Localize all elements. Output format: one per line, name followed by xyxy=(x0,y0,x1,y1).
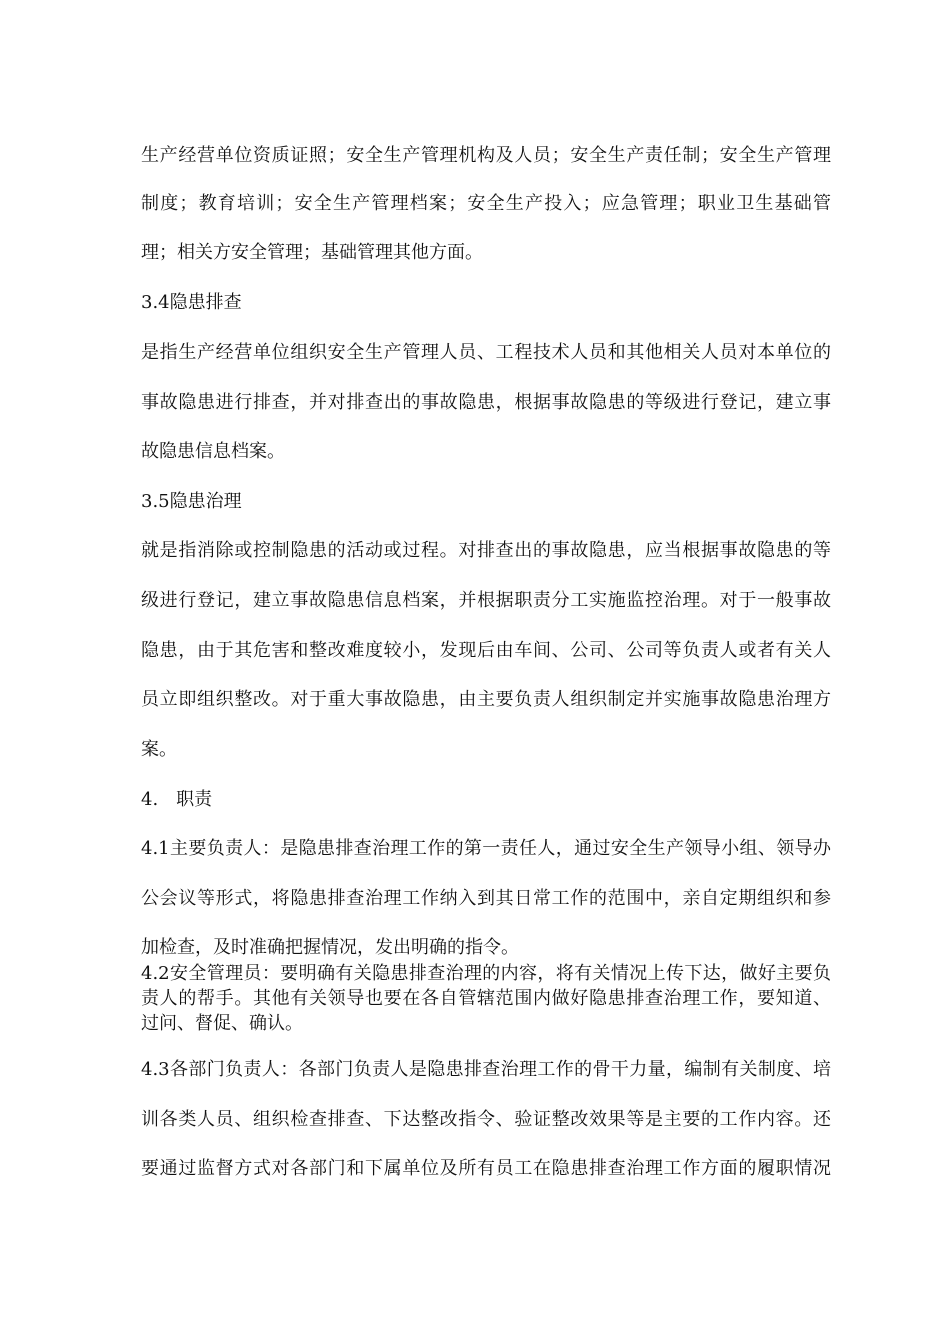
paragraph-line: 员立即组织整改。对于重大事故隐患，由主要负责人组织制定并实施事故隐患治理方 xyxy=(141,689,831,710)
paragraph-line: 公会议等形式，将隐患排查治理工作纳入到其日常工作的范围中，亲自定期组织和参 xyxy=(141,888,831,909)
paragraph-line: 要通过监督方式对各部门和下属单位及所有员工在隐患排查治理工作方面的履职情况 xyxy=(141,1158,831,1179)
paragraph-line: 故隐患信息档案。 xyxy=(141,441,285,462)
paragraph-line: 是指生产经营单位组织安全生产管理人员、工程技术人员和其他相关人员对本单位的 xyxy=(141,342,831,363)
section-heading-3-5: 3.5隐患治理 xyxy=(141,491,242,512)
paragraph-line: 4.2安全管理员：要明确有关隐患排查治理的内容，将有关情况上传下达，做好主要负 xyxy=(141,963,831,984)
paragraph-line: 案。 xyxy=(141,739,177,760)
paragraph-line: 过问、督促、确认。 xyxy=(141,1013,303,1034)
paragraph-line: 4.3各部门负责人：各部门负责人是隐患排查治理工作的骨干力量，编制有关制度、培 xyxy=(141,1059,831,1080)
paragraph-line: 就是指消除或控制隐患的活动或过程。对排查出的事故隐患，应当根据事故隐患的等 xyxy=(141,540,831,561)
paragraph-line: 训各类人员、组织检查排查、下达整改指令、验证整改效果等是主要的工作内容。还 xyxy=(141,1109,831,1130)
section-heading-3-4: 3.4隐患排查 xyxy=(141,292,242,313)
section-heading-4: 4. 职责 xyxy=(141,789,213,810)
paragraph-line: 4.1主要负责人：是隐患排查治理工作的第一责任人，通过安全生产领导小组、领导办 xyxy=(141,838,831,859)
paragraph-line: 加检查，及时准确把握情况，发出明确的指令。 xyxy=(141,937,519,958)
paragraph-line: 生产经营单位资质证照；安全生产管理机构及人员；安全生产责任制；安全生产管理 xyxy=(141,145,831,166)
paragraph-line: 理；相关方安全管理；基础管理其他方面。 xyxy=(141,242,483,263)
paragraph-line: 制度；教育培训；安全生产管理档案；安全生产投入；应急管理；职业卫生基础管 xyxy=(141,193,831,214)
paragraph-line: 责人的帮手。其他有关领导也要在各自管辖范围内做好隐患排查治理工作，要知道、 xyxy=(141,988,831,1009)
paragraph-line: 隐患，由于其危害和整改难度较小，发现后由车间、公司、公司等负责人或者有关人 xyxy=(141,640,831,661)
paragraph-line: 事故隐患进行排查，并对排查出的事故隐患，根据事故隐患的等级进行登记，建立事 xyxy=(141,392,831,413)
paragraph-line: 级进行登记，建立事故隐患信息档案，并根据职责分工实施监控治理。对于一般事故 xyxy=(141,590,831,611)
